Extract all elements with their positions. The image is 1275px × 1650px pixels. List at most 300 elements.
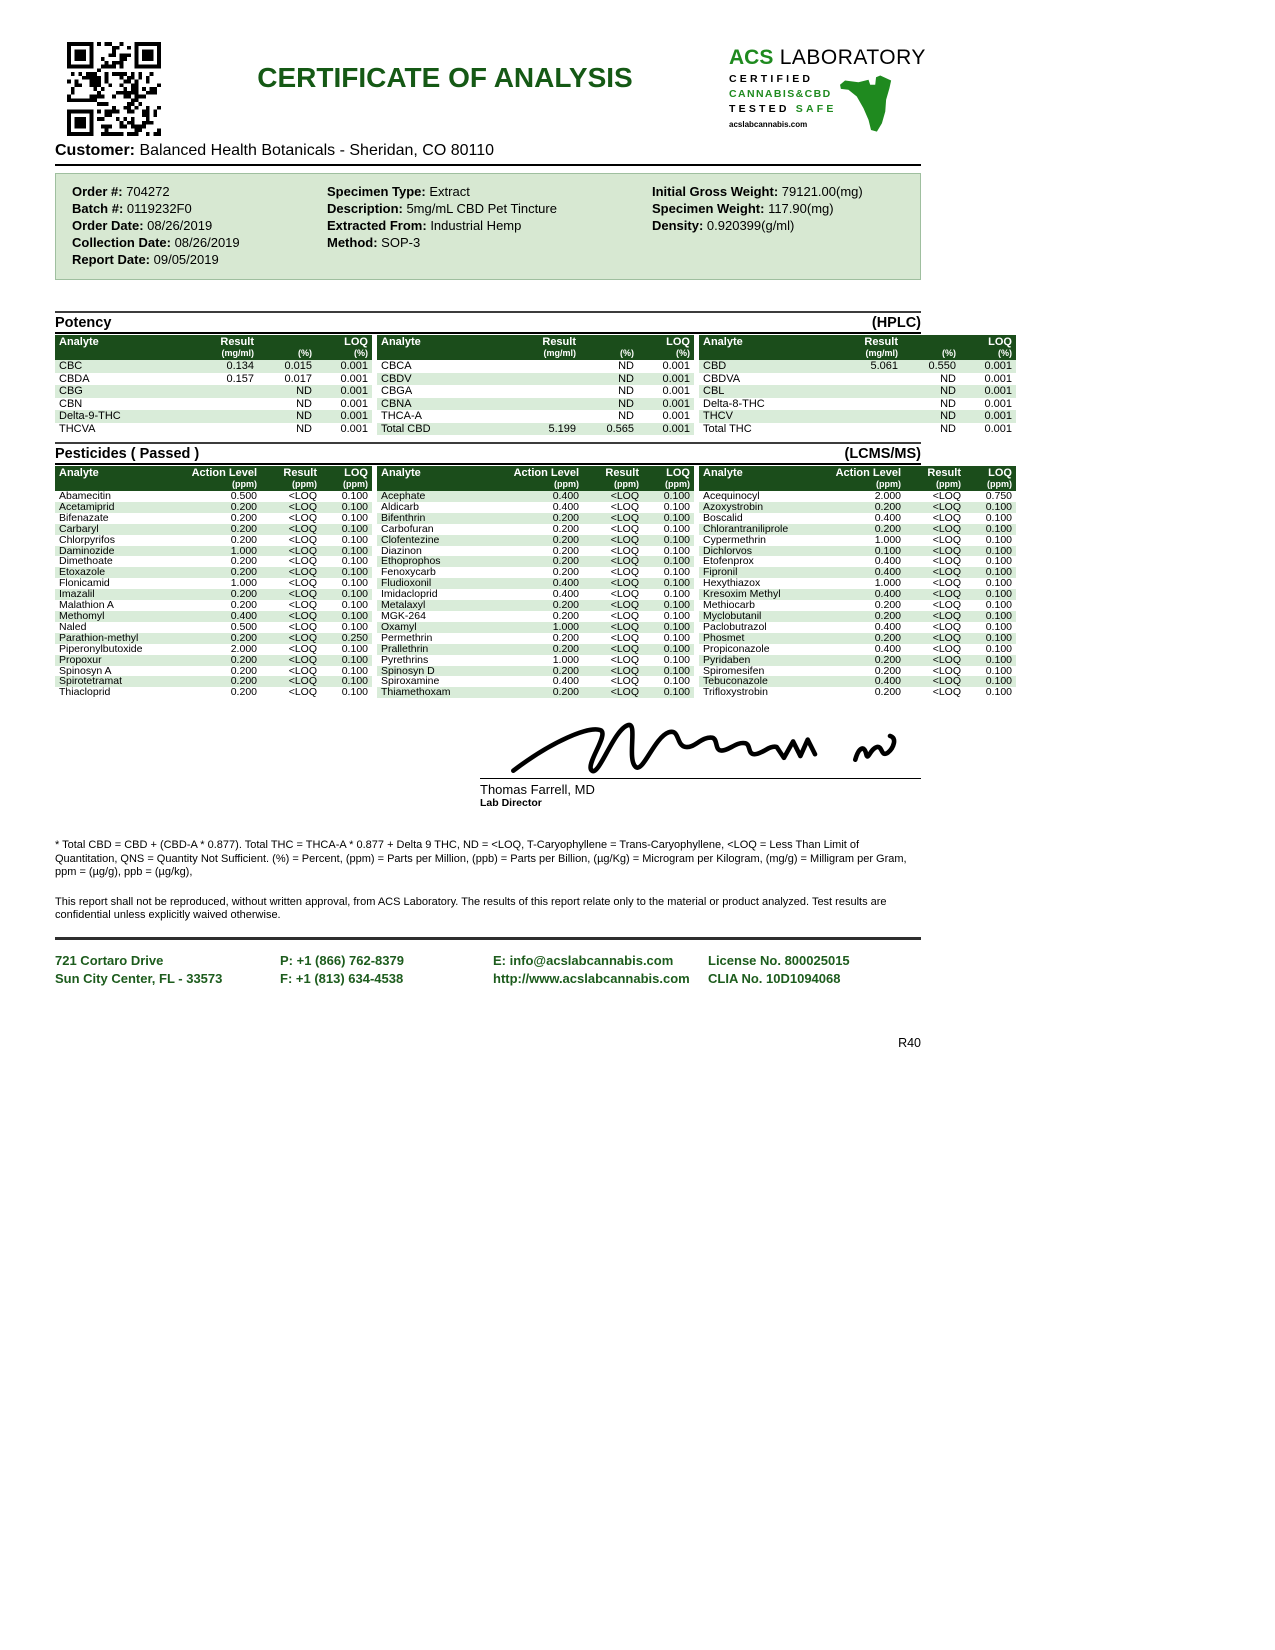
- value-cell: [819, 410, 902, 423]
- table-row: [377, 644, 694, 655]
- value-cell: 0.400: [230, 610, 257, 622]
- table-row: [699, 502, 1016, 513]
- value-cell: 0.100: [985, 610, 1012, 622]
- logo-tested-safe-text: TESTED SAFE: [729, 103, 837, 115]
- value-cell: 0.001: [984, 422, 1012, 435]
- value-cell: 0.001: [984, 410, 1012, 422]
- value-cell: 0.400: [874, 512, 901, 524]
- table-row: [55, 676, 372, 687]
- analyte-cell: Etofenprox: [703, 556, 754, 568]
- value-cell: 0.400: [552, 501, 579, 513]
- document-header: [55, 42, 926, 136]
- info-field: Batch #: 0119232F0: [72, 201, 192, 216]
- table-row: [55, 556, 372, 567]
- value-cell: 0.200: [552, 665, 579, 677]
- info-field: Order #: 704272: [72, 184, 170, 199]
- value-cell: 0.400: [552, 676, 579, 688]
- info-field: Specimen Weight: 117.90(mg): [652, 201, 834, 216]
- pesticides-method: (LCMS/MS): [844, 446, 921, 462]
- value-cell: 0.001: [340, 385, 368, 397]
- analyte-cell: Acequinocyl: [703, 491, 760, 502]
- value-cell: <LOQ: [932, 545, 961, 557]
- column-header: (%): [580, 335, 638, 360]
- analyte-cell: Clofentezine: [381, 534, 440, 546]
- column-header: Analyte: [55, 335, 175, 360]
- value-cell: 0.200: [874, 654, 901, 666]
- value-cell: 0.100: [663, 654, 690, 666]
- table-row: [55, 502, 372, 513]
- potency-method: (HPLC): [871, 315, 921, 331]
- analyte-cell: Malathion A: [59, 600, 114, 611]
- value-cell: 0.400: [874, 643, 901, 655]
- table-row: [55, 513, 372, 524]
- value-cell: <LOQ: [288, 654, 317, 666]
- value-cell: 0.100: [663, 512, 690, 524]
- table-row: [377, 360, 694, 373]
- qr-code-icon: [67, 42, 161, 136]
- table-row: [377, 385, 694, 398]
- footnote-definitions: * Total CBD = CBD + (CBD-A * 0.877). Total THC = THCA-A * 0.877 + Delta 9 THC, ND = <LOQ, T-Caryophyllene = Trans-Caryophyllene, <LOQ = Less Than Limit of Quantitation, QNS = Quantity Not Sufficient. (%) = Percent, (ppm) = Parts per Million, (ppb) = Parts per Billion, (µg/Kg) = Microgram per Kilogram, (mg/g) = Milligram per Gram, ppm = (µg/g), ppb = (µg/kg),: [55, 839, 907, 879]
- table-row: [377, 589, 694, 600]
- value-cell: 0.100: [663, 600, 690, 611]
- analyte-cell: Aldicarb: [381, 501, 419, 513]
- value-cell: 0.134: [226, 360, 254, 372]
- table-row: [377, 524, 694, 535]
- value-cell: 0.400: [552, 491, 579, 502]
- footer-email-website: E: info@acslabcannabis.com http://www.acslabcannabis.com: [493, 952, 690, 986]
- revision-number: R40: [898, 1035, 921, 1050]
- table-row: [377, 666, 694, 677]
- analyte-cell: Total THC: [703, 422, 752, 435]
- value-cell: 0.200: [230, 567, 257, 579]
- value-cell: 0.200: [230, 523, 257, 535]
- value-cell: <LOQ: [288, 621, 317, 633]
- analyte-cell: CBC: [59, 360, 83, 372]
- column-header: LOQ (%): [316, 335, 372, 360]
- pesticides-table-1: [55, 466, 372, 698]
- analyte-cell: Ethoprophos: [381, 556, 441, 568]
- table-row: [377, 373, 694, 386]
- value-cell: 0.100: [341, 687, 368, 699]
- analyte-cell: Bifenthrin: [381, 512, 426, 524]
- analyte-cell: Chlorantraniliprole: [703, 523, 789, 535]
- analyte-cell: Thiamethoxam: [381, 687, 451, 699]
- analyte-cell: Piperonylbutoxide: [59, 643, 143, 655]
- value-cell: <LOQ: [932, 654, 961, 666]
- value-cell: 0.100: [341, 676, 368, 688]
- analyte-cell: THCA-A: [381, 410, 422, 422]
- table-row: [699, 644, 1016, 655]
- potency-table-1: [55, 335, 372, 435]
- value-cell: 1.000: [552, 654, 579, 666]
- analyte-cell: Phosmet: [703, 632, 745, 644]
- analyte-cell: Imidacloprid: [381, 589, 438, 601]
- signatory-title: Lab Director: [480, 797, 542, 810]
- value-cell: 0.200: [552, 610, 579, 622]
- value-cell: 0.200: [552, 643, 579, 655]
- analyte-cell: Propiconazole: [703, 643, 770, 655]
- analyte-cell: Cypermethrin: [703, 534, 767, 546]
- value-cell: <LOQ: [932, 523, 961, 535]
- analyte-cell: Myclobutanil: [703, 610, 762, 622]
- value-cell: 0.200: [552, 567, 579, 579]
- value-cell: 0.100: [663, 589, 690, 601]
- value-cell: <LOQ: [610, 523, 639, 535]
- value-cell: 1.000: [552, 621, 579, 633]
- value-cell: ND: [618, 410, 634, 422]
- value-cell: 0.550: [928, 360, 956, 372]
- analyte-cell: Propoxur: [59, 654, 102, 666]
- value-cell: 1.000: [874, 578, 901, 590]
- value-cell: <LOQ: [932, 589, 961, 601]
- value-cell: 0.100: [341, 654, 368, 666]
- analyte-cell: Fenoxycarb: [381, 567, 436, 579]
- value-cell: <LOQ: [610, 578, 639, 590]
- florida-map-icon: [838, 73, 894, 135]
- value-cell: ND: [296, 397, 312, 410]
- pesticides-section-header: [55, 442, 921, 465]
- column-header: Action Level (ppm): [829, 466, 905, 491]
- value-cell: 0.100: [341, 621, 368, 633]
- value-cell: <LOQ: [610, 534, 639, 546]
- value-cell: 0.200: [230, 534, 257, 546]
- value-cell: 0.100: [874, 545, 901, 557]
- value-cell: 0.200: [230, 654, 257, 666]
- table-row: [55, 360, 372, 373]
- analyte-cell: Hexythiazox: [703, 578, 761, 590]
- value-cell: 0.015: [284, 360, 312, 372]
- analyte-cell: Diazinon: [381, 545, 422, 557]
- value-cell: 5.199: [548, 422, 576, 435]
- potency-table-3: [699, 335, 1016, 435]
- analyte-cell: Spinosyn A: [59, 665, 112, 677]
- analyte-cell: Dichlorvos: [703, 545, 753, 557]
- column-header: Analyte: [55, 466, 185, 491]
- table-row: [699, 676, 1016, 687]
- value-cell: 0.100: [341, 491, 368, 502]
- value-cell: <LOQ: [932, 632, 961, 644]
- table-row: [699, 567, 1016, 578]
- value-cell: 0.100: [663, 665, 690, 677]
- signature-image: [498, 714, 898, 778]
- info-field: Initial Gross Weight: 79121.00(mg): [652, 184, 863, 199]
- table-row: [55, 633, 372, 644]
- value-cell: <LOQ: [288, 567, 317, 579]
- analyte-cell: CBG: [59, 385, 83, 397]
- logo-cannabis-cbd-text: CANNABIS&CBD: [729, 88, 832, 100]
- value-cell: 0.200: [874, 501, 901, 513]
- analyte-cell: Etoxazole: [59, 567, 106, 579]
- value-cell: [175, 410, 258, 423]
- analyte-cell: CBN: [59, 397, 83, 410]
- value-cell: 0.001: [340, 360, 368, 372]
- value-cell: 0.200: [874, 632, 901, 644]
- table-row: [55, 373, 372, 386]
- value-cell: 0.100: [985, 578, 1012, 590]
- table-row: [699, 611, 1016, 622]
- analyte-cell: CBD: [703, 360, 727, 372]
- value-cell: <LOQ: [288, 687, 317, 699]
- value-cell: <LOQ: [932, 600, 961, 611]
- table-row: [55, 524, 372, 535]
- column-header: Result (mg/ml): [175, 335, 258, 360]
- table-row: [699, 666, 1016, 677]
- column-header: Analyte: [377, 335, 497, 360]
- table-row: [699, 556, 1016, 567]
- customer-label: Customer:: [55, 142, 136, 159]
- value-cell: 0.400: [552, 578, 579, 590]
- value-cell: 0.001: [662, 422, 690, 435]
- order-info-column-1: [72, 183, 327, 268]
- value-cell: <LOQ: [288, 545, 317, 557]
- analyte-cell: Acetamiprid: [59, 501, 115, 513]
- value-cell: <LOQ: [610, 589, 639, 601]
- table-row: [699, 687, 1016, 698]
- value-cell: 0.100: [663, 534, 690, 546]
- value-cell: <LOQ: [288, 676, 317, 688]
- analyte-cell: CBL: [703, 385, 725, 397]
- value-cell: 0.001: [662, 385, 690, 397]
- column-header: Result (ppm): [261, 466, 321, 491]
- value-cell: 0.200: [230, 512, 257, 524]
- analyte-cell: Spinosyn D: [381, 665, 435, 677]
- page-title: CERTIFICATE OF ANALYSIS: [257, 62, 633, 93]
- value-cell: 0.100: [341, 600, 368, 611]
- value-cell: 0.200: [230, 665, 257, 677]
- value-cell: ND: [618, 372, 634, 385]
- column-header: Analyte: [699, 466, 829, 491]
- value-cell: 0.200: [552, 600, 579, 611]
- value-cell: <LOQ: [610, 600, 639, 611]
- analyte-cell: Acephate: [381, 491, 426, 502]
- pesticides-table-2: [377, 466, 694, 698]
- logo-website-text: acslabcannabis.com: [729, 120, 808, 129]
- pesticides-section: [55, 442, 1012, 699]
- value-cell: <LOQ: [288, 491, 317, 502]
- value-cell: <LOQ: [932, 501, 961, 513]
- table-row: [699, 513, 1016, 524]
- value-cell: <LOQ: [932, 610, 961, 622]
- column-header: Analyte: [699, 335, 819, 360]
- value-cell: <LOQ: [288, 512, 317, 524]
- table-row: [377, 398, 694, 411]
- analyte-cell: Abamecitin: [59, 491, 111, 502]
- analyte-cell: Prallethrin: [381, 643, 429, 655]
- value-cell: [175, 385, 258, 398]
- info-field: Order Date: 08/26/2019: [72, 218, 213, 233]
- value-cell: 0.400: [552, 589, 579, 601]
- value-cell: <LOQ: [288, 610, 317, 622]
- table-row: [377, 546, 694, 557]
- analyte-cell: Spiromesifen: [703, 665, 765, 677]
- value-cell: <LOQ: [932, 643, 961, 655]
- column-header: Action Level (ppm): [185, 466, 261, 491]
- analyte-cell: CBDV: [381, 372, 412, 385]
- analyte-cell: CBNA: [381, 397, 412, 410]
- value-cell: <LOQ: [932, 567, 961, 579]
- customer-line: [55, 142, 921, 166]
- table-row: [55, 535, 372, 546]
- analyte-cell: THCVA: [59, 422, 96, 435]
- value-cell: 0.200: [552, 512, 579, 524]
- table-row: [377, 622, 694, 633]
- analyte-cell: Imazalil: [59, 589, 95, 601]
- value-cell: 0.100: [341, 567, 368, 579]
- column-header: Result (mg/ml): [819, 335, 902, 360]
- value-cell: 0.200: [874, 600, 901, 611]
- value-cell: 0.001: [340, 410, 368, 422]
- value-cell: [819, 423, 902, 436]
- value-cell: ND: [296, 385, 312, 397]
- value-cell: <LOQ: [932, 491, 961, 502]
- value-cell: 0.100: [663, 556, 690, 568]
- info-field: Density: 0.920399(g/ml): [652, 218, 795, 233]
- order-info-box: [55, 173, 921, 280]
- value-cell: [497, 373, 580, 386]
- potency-table-2: [377, 335, 694, 435]
- value-cell: ND: [940, 410, 956, 422]
- value-cell: ND: [296, 410, 312, 422]
- analyte-cell: THCV: [703, 410, 733, 422]
- value-cell: 0.200: [552, 534, 579, 546]
- value-cell: 0.400: [874, 621, 901, 633]
- value-cell: [175, 423, 258, 436]
- value-cell: 0.100: [663, 491, 690, 502]
- value-cell: [497, 410, 580, 423]
- table-row: [377, 655, 694, 666]
- value-cell: 0.100: [663, 567, 690, 579]
- logo-wordmark: [729, 46, 926, 70]
- value-cell: 0.001: [662, 372, 690, 385]
- value-cell: 0.100: [341, 534, 368, 546]
- value-cell: 0.100: [985, 556, 1012, 568]
- value-cell: 0.100: [341, 556, 368, 568]
- value-cell: 0.100: [985, 600, 1012, 611]
- value-cell: 0.200: [230, 632, 257, 644]
- table-row: [699, 535, 1016, 546]
- analyte-cell: CBDVA: [703, 372, 741, 385]
- value-cell: 0.400: [874, 676, 901, 688]
- value-cell: 0.200: [874, 665, 901, 677]
- value-cell: <LOQ: [288, 632, 317, 644]
- logo-laboratory-text: LABORATORY: [779, 46, 926, 69]
- value-cell: 0.100: [985, 534, 1012, 546]
- value-cell: 0.100: [985, 545, 1012, 557]
- analyte-cell: Trifloxystrobin: [703, 687, 768, 699]
- value-cell: 0.100: [985, 632, 1012, 644]
- table-row: [699, 600, 1016, 611]
- signature-line: [480, 778, 921, 779]
- analyte-cell: Parathion-methyl: [59, 632, 139, 644]
- analyte-cell: Methiocarb: [703, 600, 755, 611]
- value-cell: 0.100: [663, 632, 690, 644]
- value-cell: 1.000: [230, 578, 257, 590]
- column-header: Action Level (ppm): [507, 466, 583, 491]
- value-cell: 0.157: [226, 372, 254, 385]
- value-cell: 0.100: [663, 610, 690, 622]
- table-row: [699, 524, 1016, 535]
- value-cell: <LOQ: [610, 610, 639, 622]
- value-cell: 0.100: [663, 501, 690, 513]
- table-row: [55, 578, 372, 589]
- value-cell: 0.250: [341, 632, 368, 644]
- value-cell: 0.200: [230, 687, 257, 699]
- value-cell: 0.200: [552, 632, 579, 644]
- value-cell: 0.100: [985, 643, 1012, 655]
- footer-divider: [55, 937, 921, 940]
- order-info-column-2: [327, 183, 652, 268]
- table-row: [55, 687, 372, 698]
- value-cell: 0.100: [985, 665, 1012, 677]
- column-header: LOQ (%): [638, 335, 694, 360]
- value-cell: <LOQ: [932, 534, 961, 546]
- footnote-disclaimer: This report shall not be reproduced, without written approval, from ACS Laboratory. The results of this report relate only to the material or product analyzed. Test results are confidential unless explicitly waived otherwise.: [55, 895, 887, 922]
- value-cell: <LOQ: [932, 512, 961, 524]
- table-row: [377, 567, 694, 578]
- logo-acs-text: ACS: [729, 46, 774, 69]
- value-cell: 1.000: [874, 534, 901, 546]
- table-row: [377, 578, 694, 589]
- analyte-cell: Oxamyl: [381, 621, 417, 633]
- analyte-cell: Permethrin: [381, 632, 433, 644]
- value-cell: 0.400: [874, 556, 901, 568]
- value-cell: 2.000: [230, 643, 257, 655]
- analyte-cell: Azoxystrobin: [703, 501, 764, 513]
- analyte-cell: Metalaxyl: [381, 600, 426, 611]
- table-row: [55, 666, 372, 677]
- value-cell: 0.200: [230, 501, 257, 513]
- analyte-cell: Thiacloprid: [59, 687, 111, 699]
- value-cell: 0.001: [662, 397, 690, 410]
- value-cell: 0.200: [874, 687, 901, 699]
- value-cell: ND: [296, 422, 312, 435]
- value-cell: <LOQ: [610, 512, 639, 524]
- analyte-cell: Flonicamid: [59, 578, 110, 590]
- value-cell: 0.100: [663, 545, 690, 557]
- value-cell: <LOQ: [610, 632, 639, 644]
- value-cell: <LOQ: [610, 545, 639, 557]
- value-cell: <LOQ: [288, 556, 317, 568]
- value-cell: 0.750: [985, 491, 1012, 502]
- analyte-cell: Boscalid: [703, 512, 743, 524]
- table-row: [377, 502, 694, 513]
- analyte-cell: Chlorpyrifos: [59, 534, 116, 546]
- column-header: LOQ (ppm): [643, 466, 694, 491]
- table-row: [699, 622, 1016, 633]
- table-row: [55, 644, 372, 655]
- value-cell: <LOQ: [932, 665, 961, 677]
- table-row: [699, 398, 1016, 411]
- logo-certified-text: CERTIFIED: [729, 73, 814, 85]
- analyte-cell: Carbaryl: [59, 523, 99, 535]
- value-cell: 0.100: [341, 578, 368, 590]
- value-cell: <LOQ: [288, 643, 317, 655]
- potency-title: Potency: [55, 315, 112, 331]
- value-cell: 0.100: [341, 523, 368, 535]
- value-cell: 0.100: [341, 665, 368, 677]
- value-cell: ND: [940, 385, 956, 397]
- value-cell: 0.001: [662, 410, 690, 422]
- value-cell: 0.200: [230, 600, 257, 611]
- info-field: Collection Date: 08/26/2019: [72, 235, 240, 250]
- value-cell: 0.200: [552, 523, 579, 535]
- value-cell: 0.100: [341, 610, 368, 622]
- value-cell: 5.061: [870, 360, 898, 372]
- value-cell: 0.100: [985, 676, 1012, 688]
- value-cell: 0.100: [985, 654, 1012, 666]
- value-cell: 0.200: [552, 545, 579, 557]
- table-row: [699, 633, 1016, 644]
